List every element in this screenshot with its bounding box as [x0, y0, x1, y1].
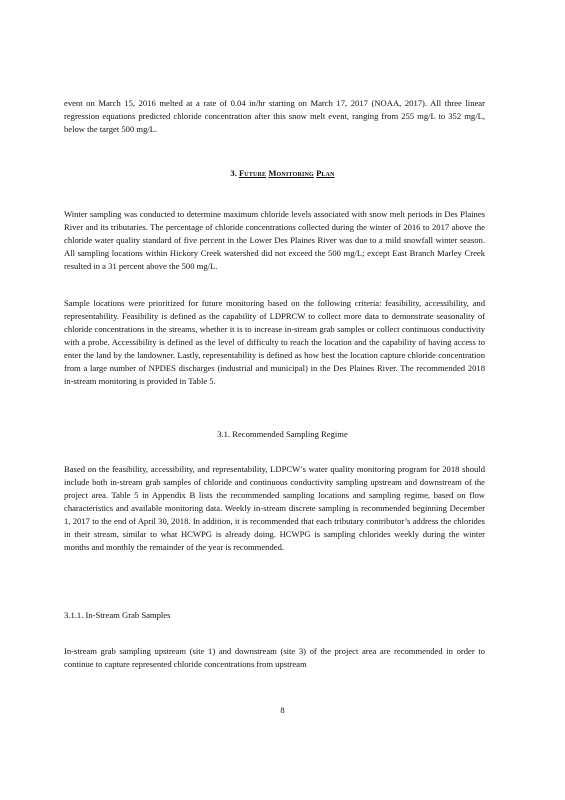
- subsection-heading-recommended-sampling-regime: 3.1. Recommended Sampling Regime: [217, 429, 348, 439]
- intro-paragraph: event on March 15, 2016 melted at a rate of 0.04 in/hr starting on March 17, 2017 (NOAA, 2017). All three linear regression equations predicted chloride concentration after this snow melt event, ranging from 255 mg/L to 352 mg/L, below the target 500 mg/L.: [64, 98, 485, 134]
- subsection-heading-in-stream-grab-samples: 3.1.1. In-Stream Grab Samples: [64, 610, 171, 620]
- page-number: 8: [280, 705, 285, 715]
- heading-word-lan: LAN: [321, 172, 335, 178]
- winter-sampling-paragraph: Winter sampling was conducted to determine maximum chloride levels associated with snow melt periods in Des Plaines River and its tributaries. The percentage of chloride concentrations collected during the winter of 2016 to 2017 above the chloride water quality standard of five percent in the Lower Des Plaines River was due to a mild snowfall winter season. All sampling locations within Hickory Creek watershed did not exceed the 500 mg/L; except East Branch Marley Creek resulted in a 31 percent above the 500 mg/L.: [64, 209, 485, 271]
- section-number: 3.: [230, 168, 237, 178]
- heading-letter-f: F: [239, 168, 245, 178]
- heading-letter-p: P: [316, 168, 322, 178]
- heading-letter-m: M: [268, 168, 277, 178]
- section-heading-future-monitoring-plan: [0, 167, 565, 182]
- grab-samples-paragraph: In-stream grab sampling upstream (site 1) and downstream (site 3) of the project area are recommended in order to continue to capture represented chloride concentrations from upstream: [64, 646, 485, 669]
- heading-word-uture: UTURE: [244, 172, 267, 178]
- heading-word-onitoring: ONITORING: [276, 172, 314, 178]
- sampling-regime-paragraph: Based on the feasibility, accessibility, and representability, LDPCW’s water quality monitoring program for 2018 should include both in-stream grab samples of chloride and continuous conductivity sampling upstream and downstream of the project area. Table 5 in Appendix B lists the recommended sampling locations and sampling regime, based on flow characteristics and available monitoring data. Weekly in-stream discrete sampling is recommended beginning December 1, 2017 to the end of April 30, 2018. In addition, it is recommended that each tributary contributor’s address the chlorides in their stream, similar to what HCWPG is already doing. HCWPG is sampling chlorides weekly during the winter months and monthly the remainder of the year is recommended.: [64, 464, 485, 552]
- sample-locations-paragraph: Sample locations were prioritized for future monitoring based on the following criteria: feasibility, accessibility, and representability. Feasibility is defined as the capability of LDPRCW to collect more data to demonstrate seasonality of chloride concentrations in the streams, whether it is to increase in-stream grab samples or collect continuous conductivity with a probe. Accessibility is defined as the level of difficulty to reach the location and the capability of having access to enter the land by the landowner. Lastly, representability is defined as how best the location capture chloride concentration from a large number of NPDES discharges (industrial and municipal) in the Des Plaines River. The recommended 2018 in-stream monitoring is provided in Table 5.: [64, 298, 485, 386]
